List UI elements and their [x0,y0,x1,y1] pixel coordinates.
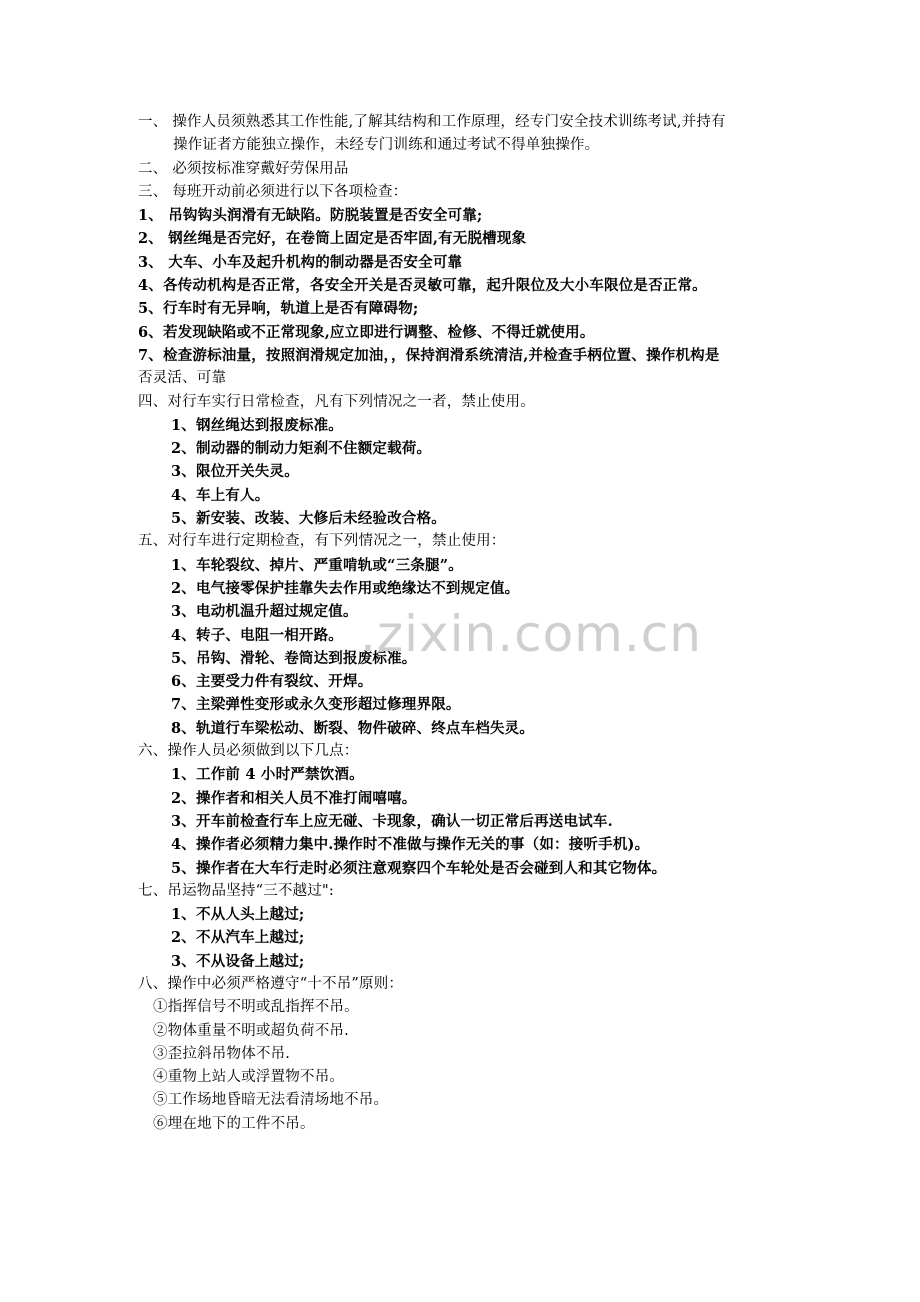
document-line: 五、对行车进行定期检查，有下列情况之一，禁止使用： [138,533,506,550]
document-line: 七、吊运物品坚持“三不越过": [138,882,334,899]
document-line: ②物体重量不明或超负荷不吊. [153,1022,349,1039]
document-line: 六、操作人员必须做到以下几点： [138,743,359,760]
document-line: 3、开车前检查行车上应无碰、卡现象，确认一切正常后再送电试车. [171,812,613,830]
document-line: 3、电动机温升超过规定值。 [171,603,358,621]
document-line: 2、 钢丝绳是否完好，在卷筒上固定是否牢固,有无脱槽现象 [138,230,527,248]
document-line: ③歪拉斜吊物体不吊. [153,1045,291,1062]
document-line: 三、 每班开动前必须进行以下各项检查： [138,183,408,200]
document-line: 2、不从汽车上越过; [171,929,305,947]
document-line: 5、操作者在大车行走时必须注意观察四个车轮处是否会碰到人和其它物体。 [171,859,667,877]
document-line: ⑤工作场地昏暗无法看清场地不吊。 [153,1092,389,1109]
document-line: 操作证者方能独立操作，未经专门训练和通过考试不得单独操作。 [173,137,600,154]
document-line: 3、不从设备上越过; [171,952,305,970]
document-line: 7、检查游标油量，按照润滑规定加油，，保持润滑系统清洁,并检查手柄位置、操作机构是 [138,346,720,364]
document-line: 1、车轮裂纹、掉片、严重啃轨或“三条腿”。 [171,556,463,574]
document-line: ④重物上站人或浮置物不吊。 [153,1069,345,1086]
document-line: 3、 大车、小车及起升机构的制动器是否安全可靠 [138,253,463,271]
document-line: 四、对行车实行日常检查，凡有下列情况之一者，禁止使用。 [138,393,535,410]
document-line: 7、主梁弹性变形或永久变形超过修理界限。 [171,696,461,714]
document-line: 4、各传动机构是否正常，各安全开关是否灵敏可靠，起升限位及大小车限位是否正常。 [138,277,707,295]
document-line: 一、 操作人员须熟悉其工作性能,了解其结构和工作原理，经专门安全技术训练考试,并持有 [138,114,726,130]
document-line: ①指挥信号不明或乱指挥不吊。 [153,999,359,1016]
document-line: 5、新安装、改装、大修后未经验改合格。 [171,510,446,528]
document-line: 2、制动器的制动力矩刹不住额定载荷。 [171,440,432,458]
document-line: 5、行车时有无异响，轨道上是否有障碍物; [138,300,419,318]
document-line: 6、主要受力件有裂纹、开焊。 [171,673,373,691]
document-line: 1、钢丝绳达到报废标准。 [171,416,343,434]
document-line: 4、转子、电阻一相开路。 [171,626,343,644]
document-line: 二、 必须按标准穿戴好劳保用品 [138,160,349,177]
document-line: 2、操作者和相关人员不准打闹嘻嘻。 [171,789,417,807]
document-line: 4、操作者必须精力集中.操作时不准做与操作无关的事（如：接听手机)。 [171,836,650,854]
document-line: 1、不从人头上越过; [171,906,305,924]
document-line: 八、操作中必须严格遵守“十不吊”原则： [138,975,404,992]
document-line: 6、若发现缺陷或不正常现象,应立即进行调整、检修、不得迁就使用。 [138,323,595,341]
document-line: 2、电气接零保护挂靠失去作用或绝缘达不到规定值。 [171,579,520,597]
document-line: 8、轨道行车梁松动、断裂、物件破碎、终点车档失灵。 [171,719,535,737]
document-line: 否灵活、可靠 [138,370,227,387]
watermark: .zixin.com.cn [360,605,702,663]
document-line: ⑥埋在地下的工件不吊。 [153,1115,315,1132]
document-line: 5、吊钩、滑轮、卷筒达到报废标准。 [171,649,417,667]
document-line: 3、限位开关失灵。 [171,463,299,481]
document-line: 1、工作前 4 小时严禁饮酒。 [171,766,364,784]
document-line: 4、车上有人。 [171,486,270,504]
document-line: 1、 吊钩钩头润滑有无缺陷。防脱装置是否安全可靠; [138,207,483,225]
